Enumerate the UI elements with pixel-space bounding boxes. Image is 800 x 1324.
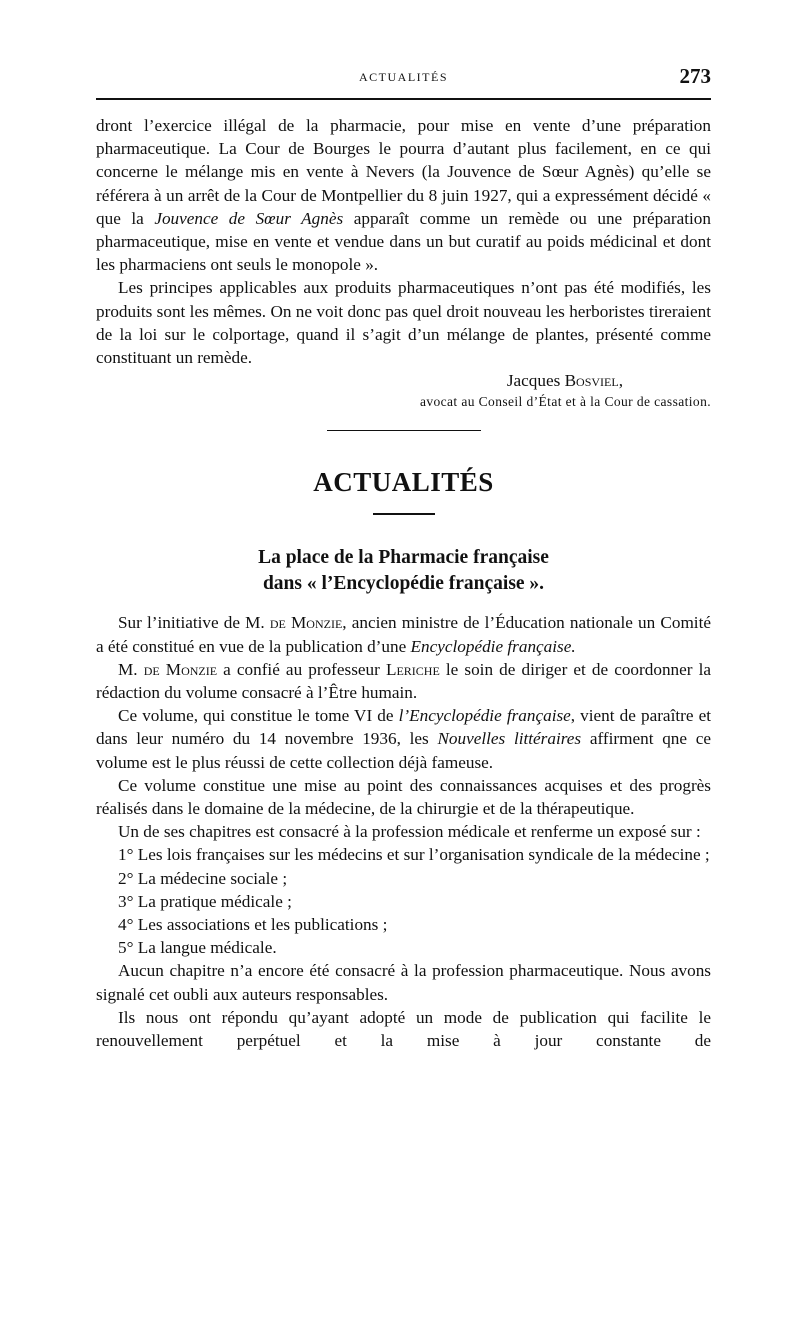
text-run: apparaît comme un remède ou une préparation pharmaceutique, mise en vente et vendue dans un but curatif au poids médicinal et dont les pharmaciens ont seuls le monopole ».	[96, 208, 711, 275]
paragraph: Un de ses chapitres est consacré à la profession médicale et renferme un exposé sur :	[118, 822, 701, 842]
article-subtitle	[96, 545, 711, 597]
page-body	[96, 114, 711, 1052]
list-item: 5° La langue médicale.	[118, 938, 277, 958]
signature	[96, 369, 711, 392]
text-run: le soin de diriger et de coordonner la rédaction du volume consacré à l’Être humain.	[96, 659, 711, 703]
text-run: affirment qne ce volume est le plus réussi de cette collection déjà fameuse.	[96, 729, 712, 772]
text-run: , ancien ministre de l’Éducation nationale un Comité a été constitué en vue de la publication d’une	[96, 613, 711, 656]
paragraph: Les principes applicables aux produits pharmaceutiques n’ont pas été modifiés, les produits sont les mêmes. On ne voit donc pas quel droit nouveau les herboristes tireraient de la loi sur le colportage, quand il s’agit d’un mélange de plantes, présenté comme constituant un remède.	[96, 278, 711, 368]
list-item: 1° Les lois françaises sur les médecins et sur l’organisation syndicale de la médecine ;	[118, 845, 710, 865]
header-rule	[96, 98, 711, 100]
title-rule	[373, 513, 435, 515]
italic-title: Encyclopédie française.	[410, 636, 576, 656]
italic-title: l’Encyclopédie française	[398, 706, 571, 726]
person-name: de Monzie	[143, 659, 218, 679]
article-separator	[327, 430, 481, 431]
signature-first-name: Jacques	[506, 371, 565, 391]
journal-page	[96, 0, 711, 1324]
paragraph: Ils nous ont répondu qu’ayant adopté un mode de publication qui facilite le renouvellement perpétuel et la mise à jour constante de	[96, 1007, 711, 1051]
running-head-title: ACTUALITÉS	[359, 70, 448, 84]
list-item: 3° La pratique médicale ;	[118, 891, 292, 911]
text-run: Sur l’initiative de M.	[118, 613, 270, 633]
paragraph	[96, 658, 711, 704]
text-run: Ce volume, qui constitue le tome VI de	[118, 706, 399, 726]
person-name: Leriche	[385, 659, 440, 679]
paragraph: Ce volume constitue une mise au point des connaissances acquises et des progrès réalisés dans le domaine de la médecine, de la chirurgie et de la thérapeutique.	[96, 775, 711, 819]
subtitle-line: dans « l’Encyclopédie française ».	[262, 573, 545, 595]
paragraph: Aucun chapitre n’a encore été consacré à la profession pharmaceutique. Nous avons signalé cet oubli aux auteurs responsables.	[96, 961, 711, 1004]
list-item: 4° Les associations et les publications ;	[118, 915, 388, 935]
signature-last-name: Bosviel,	[564, 371, 623, 391]
paragraph	[96, 704, 711, 774]
list-item: 2° La médecine sociale ;	[118, 868, 288, 888]
text-run: M.	[118, 659, 144, 679]
paragraph	[96, 114, 711, 276]
text-run: dront l’exercice illégal de la pharmacie, pour mise en vente d’une préparation pharmaceutique. La Cour de Bourges le pourra d’autant plus facilement, en ce qui concerne le mélange mis en vente à Nevers (la Jouvence de Sœur Agnès) qu’elle se référera à un arrêt de la Cour de Montpellier du 8 juin 1927, qui a expressément décidé « que la	[96, 116, 711, 228]
subtitle-line: La place de la Pharmacie française	[258, 547, 549, 569]
text-run: , vient de paraître et dans leur numéro du 14 novembre 1936, les	[96, 706, 711, 749]
italic-title: Jouvence de Sœur Agnès	[154, 208, 344, 228]
running-head	[96, 64, 711, 90]
text-run: a confié au professeur	[217, 659, 386, 679]
person-name: de Monzie	[269, 613, 343, 633]
signature-role: avocat au Conseil d’État et à la Cour de cassation.	[419, 394, 711, 410]
italic-title: Nouvelles littéraires	[437, 729, 582, 749]
section-title: ACTUALITÉS	[313, 467, 494, 498]
page-number: 273	[679, 64, 711, 88]
paragraph	[96, 611, 711, 657]
